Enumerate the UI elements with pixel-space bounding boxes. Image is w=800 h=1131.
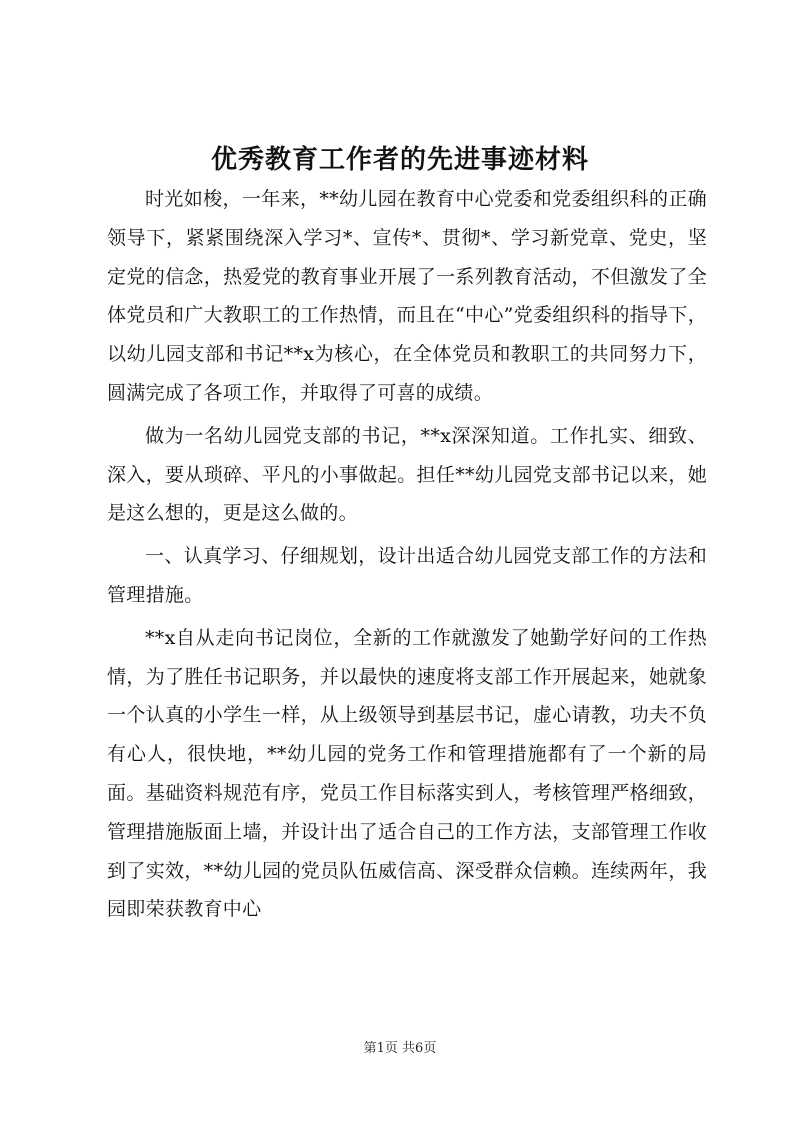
paragraph-1: 时光如梭，一年来，**幼儿园在教育中心党委和党委组织科的正确领导下，紧紧围绕深入学习*、宣传*、贯彻*、学习新党章、党史，坚定党的信念，热爱党的教育事业开展了一系列教育活动，不但激发了全体党员和广大教职工的工作热情，而且在“中心”党委组织科的指导下，以幼儿园支部和书记**x为核心，在全体党员和教职工的共同努力下，圆满完成了各项工作，并取得了可喜的成绩。: [107, 188, 707, 404]
paragraph-2: 做为一名幼儿园党支部的书记，**x深深知道。工作扎实、细致、深入，要从琐碎、平凡的小事做起。担任**幼儿园党支部书记以来，她是这么想的，更是这么做的。: [107, 424, 707, 525]
paragraph-3: 一、认真学习、仔细规划，设计出适合幼儿园党支部工作的方法和管理措施。: [107, 545, 707, 606]
page-number-footer: 第1页 共6页: [363, 1041, 437, 1056]
document-body: [107, 180, 707, 933]
paragraph-4: **x自从走向书记岗位，全新的工作就激发了她勤学好问的工作热情，为了胜任书记职务，并以最快的速度将支部工作开展起来，她就象一个认真的小学生一样，从上级领导到基层书记，虚心请教，功夫不负有心人，很快地，**幼儿园的党务工作和管理措施都有了一个新的局面。基础资料规范有序，党员工作目标落实到人，考核管理严格细致，管理措施版面上墙，并设计出了适合自己的工作方法，支部管理工作收到了实效，**幼儿园的党员队伍威信高、深受群众信赖。连续两年，我园即荣获教育中心: [107, 626, 707, 921]
document-title: 优秀教育工作者的先进事迹材料: [210, 145, 589, 175]
